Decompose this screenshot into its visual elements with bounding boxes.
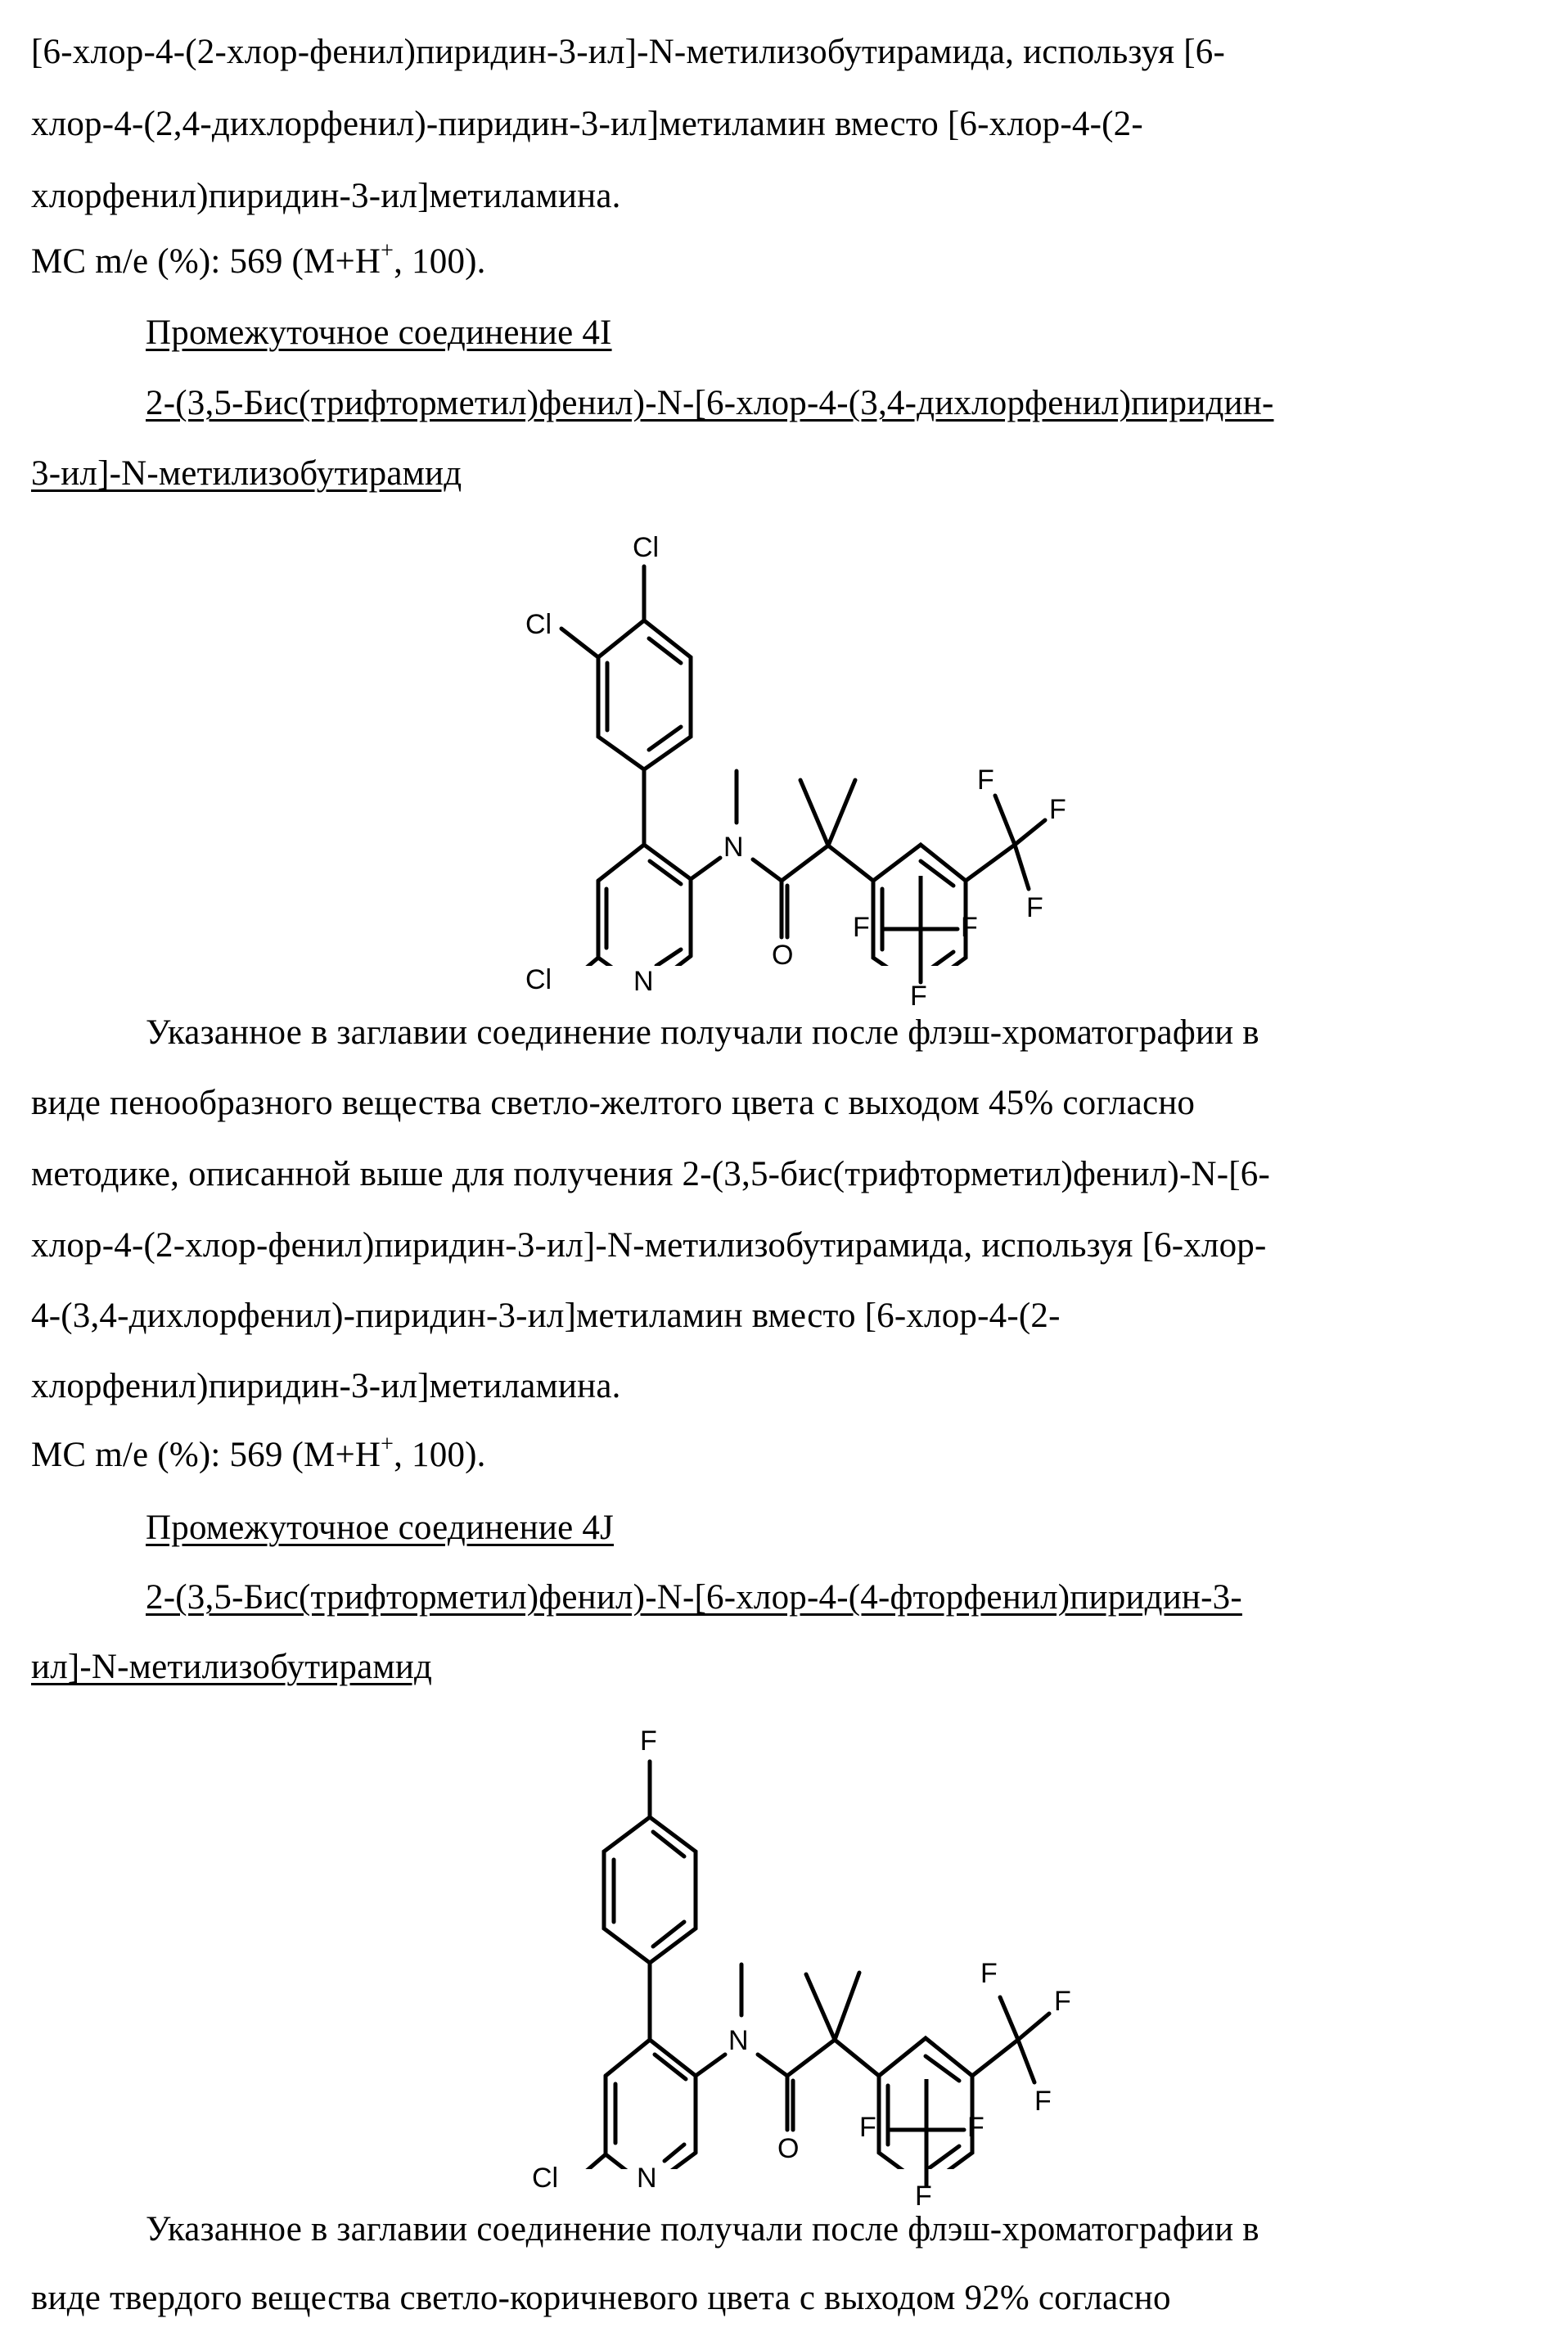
cf3-group-4I: [851, 876, 998, 1031]
text-line: виде пенообразного вещества светло-желтого цвета с выходом 45% согласно: [31, 1084, 1196, 1122]
atom-n-amide: N: [728, 2025, 749, 2056]
ms-text-end: , 100).: [394, 1436, 486, 1474]
structure-4I-labels: [475, 507, 1129, 971]
text-line: Указанное в заглавии соединение получали после флэш-хроматографии в: [146, 1013, 1259, 1052]
ms-text: МС m/e (%): 569 (M+H: [31, 242, 381, 281]
mass-spec-line: [31, 238, 486, 281]
text-line: 4-(3,4-дихлорфенил)-пиридин-3-ил]метиламин вместо [6-хлор-4-(2-: [31, 1297, 1061, 1335]
compound-name-4I-line1: 2-(3,5-Бис(трифторметил)фенил)-N-[6-хлор-4-(3,4-дихлорфенил)пиридин-: [146, 384, 1274, 422]
atom-f-top: F: [640, 1725, 657, 1757]
atom-f: F: [967, 2112, 985, 2143]
atom-cl: Cl: [532, 2163, 559, 2194]
text-line: виде твердого вещества светло-коричневого цвета с выходом 92% согласно: [31, 2279, 1171, 2317]
structure-4J-labels: [475, 1711, 1129, 2194]
compound-name-4I-line2: 3-ил]-N-метилизобутирамид: [31, 454, 462, 493]
compound-name-4J-line2: ил]-N-метилизобутирамид: [31, 1648, 433, 1686]
ms-text-end: , 100).: [394, 242, 486, 281]
atom-f: F: [1049, 794, 1066, 825]
atom-f: F: [859, 2112, 876, 2143]
atom-n-amide: N: [723, 832, 744, 863]
ms-charge: +: [381, 1432, 394, 1457]
atom-f: F: [1054, 1986, 1071, 2017]
compound-heading-4I: Промежуточное соединение 4I: [146, 313, 612, 352]
text-line: хлор-4-(2-хлор-фенил)пиридин-3-ил]-N-метилизобутирамида, используя [6-хлор-: [31, 1226, 1267, 1265]
compound-heading-4J: Промежуточное соединение 4J: [146, 1509, 614, 1547]
atom-cl: Cl: [525, 609, 552, 640]
text-line: методике, описанной выше для получения 2-(3,5-бис(трифторметил)фенил)-N-[6-: [31, 1155, 1270, 1193]
atom-f: F: [1026, 892, 1043, 923]
text-line: [6-хлор-4-(2-хлор-фенил)пиридин-3-ил]-N-метилизобутирамида, используя [6-: [31, 33, 1225, 71]
atom-n-pyridine: N: [637, 2163, 657, 2194]
atom-cl: Cl: [633, 532, 660, 563]
text-line: Указанное в заглавии соединение получали после флэш-хроматографии в: [146, 2210, 1259, 2249]
atom-o: O: [777, 2133, 800, 2164]
compound-name-4J-line1: 2-(3,5-Бис(трифторметил)фенил)-N-[6-хлор-4-(4-фторфенил)пиридин-3-: [146, 1578, 1242, 1617]
atom-f: F: [980, 1958, 998, 1989]
atom-o: O: [772, 940, 794, 971]
mass-spec-line: [31, 1432, 486, 1474]
ms-text: МС m/e (%): 569 (M+H: [31, 1436, 381, 1474]
text-line: хлорфенил)пиридин-3-ил]метиламина.: [31, 177, 621, 215]
atom-f: F: [1034, 2086, 1052, 2117]
atom-f: F: [910, 981, 927, 1012]
text-line: хлор-4-(2,4-дихлорфенил)-пиридин-3-ил]метиламин вместо [6-хлор-4-(2-: [31, 105, 1143, 143]
atom-f: F: [853, 912, 870, 943]
ms-charge: +: [381, 238, 394, 264]
atom-f: F: [961, 912, 978, 943]
text-line: хлорфенил)пиридин-3-ил]метиламина.: [31, 1367, 621, 1405]
atom-n-pyridine: N: [633, 966, 654, 997]
atom-f: F: [977, 765, 994, 796]
atom-cl: Cl: [525, 964, 552, 995]
atom-f: F: [915, 2181, 932, 2212]
